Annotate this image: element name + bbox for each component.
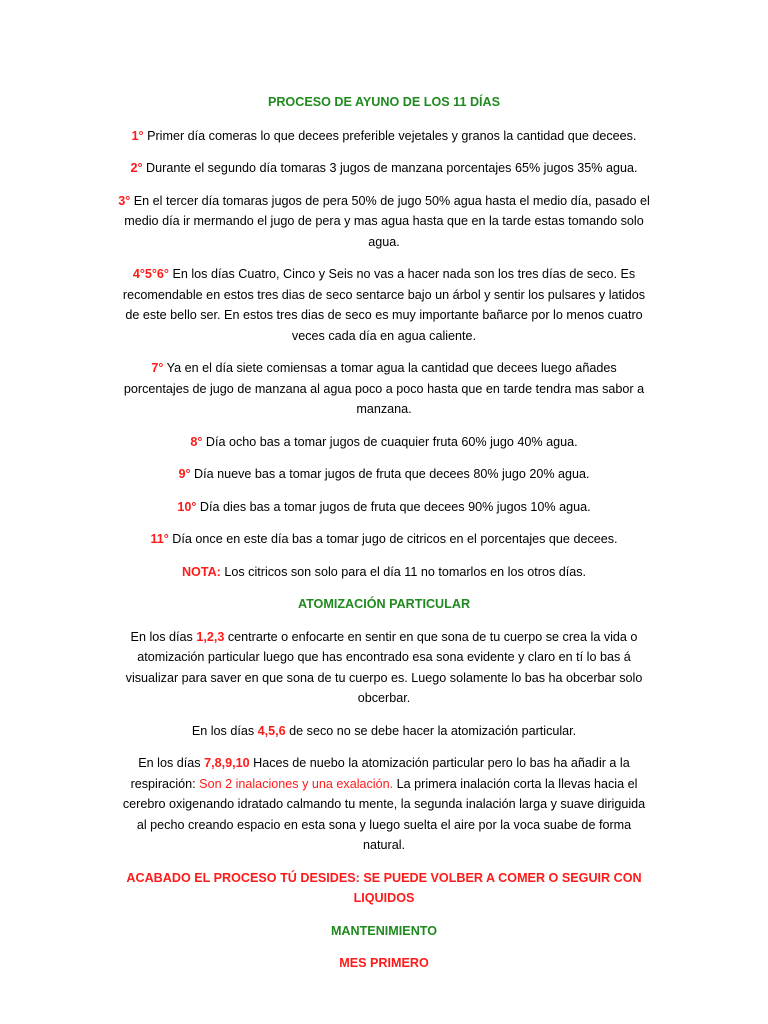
day-text: Día ocho bas a tomar jugos de cuaquier fruta 60% jugo 40% agua. (202, 434, 578, 449)
day-number: 9° (178, 467, 191, 481)
day-text: Primer día comeras lo que decees preferible vejetales y granos la cantidad que decees. (143, 128, 637, 143)
days-highlight: 1,2,3 (196, 629, 225, 644)
day-11-paragraph (118, 529, 650, 550)
day-text: Durante el segundo día tomaras 3 jugos de manzana porcentajes 65% jugos 35% agua. (142, 161, 638, 175)
paragraph-prefix: En los días (130, 629, 197, 644)
atomizacion-paragraph-2 (118, 721, 650, 742)
final-note: ACABADO EL PROCESO TÚ DESIDES: SE PUEDE VOLBER A COMER O SEGUIR CON LIQUIDOS (126, 870, 642, 905)
day-number: 1° (131, 128, 144, 143)
nota-text: Los citricos son solo para el día 11 no tomarlos en los otros días. (220, 564, 587, 579)
atomizacion-paragraph-3 (118, 753, 650, 856)
section-heading-mes-primero: MES PRIMERO (339, 956, 429, 970)
document-title: PROCESO DE AYUNO DE LOS 11 DÍAS (267, 95, 501, 109)
paragraph-prefix: En los días (138, 756, 205, 770)
section-heading-mantenimiento: MANTENIMIENTO (330, 923, 438, 938)
paragraph-prefix: En los días (191, 723, 258, 738)
day-3-paragraph (118, 191, 650, 253)
day-text: Día dies bas a tomar jugos de fruta que decees 90% jugos 10% agua. (196, 499, 591, 514)
day-number: 11° (150, 532, 169, 546)
nota-label: NOTA: (181, 564, 221, 579)
day-8-paragraph (118, 432, 650, 453)
paragraph-text: centrarte o enfocarte en sentir en que sona de tu cuerpo se crea la vida o atomización particular luego que has encontrado esa sona evidente y claro en tí lo bas á visualizar para saver en que sona de tu cuerpo es. Luego solamente lo bas ha obcerbar solo obcerbar. (125, 629, 643, 705)
day-number: 2° (130, 161, 143, 175)
breathing-highlight: Son 2 inalaciones y una exalación. (199, 776, 394, 791)
nota-paragraph (118, 562, 650, 583)
day-9-paragraph (118, 464, 650, 485)
day-text: En los días Cuatro, Cinco y Seis no vas a hacer nada son los tres días de seco. Es recomendable en estos tres dias de seco sentarce bajo un árbol y sentir los pulsares y latidos de este bello ser. En estos tres dias de seco es muy importante bañarce por lo menos cuatro veces cada día en agua caliente. (122, 267, 646, 343)
atomizacion-paragraph-1 (118, 627, 650, 709)
day-1-paragraph (118, 126, 650, 147)
days-highlight: 7,8,9,10 (204, 756, 250, 770)
paragraph-text: de seco no se debe hacer la atomización particular. (285, 723, 577, 738)
days-4-5-6-paragraph (118, 264, 650, 346)
section-heading-atomizacion: ATOMIZACIÓN PARTICULAR (297, 597, 471, 611)
day-number: 7° (151, 361, 164, 375)
day-number: 4°5°6° (132, 267, 169, 281)
day-10-paragraph (118, 497, 650, 518)
day-number: 10° (177, 499, 197, 514)
day-text: Día nueve bas a tomar jugos de fruta que decees 80% jugo 20% agua. (190, 467, 590, 481)
day-2-paragraph (118, 158, 650, 179)
day-text: En el tercer día tomaras jugos de pera 50% de jugo 50% agua hasta el medio día, pasado el medio día ir mermando el jugo de pera y mas agua hasta que en la tarde estas tomando solo agua. (124, 193, 650, 249)
day-7-paragraph (118, 358, 650, 420)
paragraph-mid: Haces de nuebo la atomización particular pero lo bas ha añadir a la respiración: (130, 756, 630, 791)
day-number: 3° (118, 193, 131, 208)
day-text: Ya en el día siete comiensas a tomar agua la cantidad que decees luego añades porcentajes de jugo de manzana al agua poco a poco hasta que en tarde tendra mas sabor a manzana. (123, 361, 645, 416)
day-text: Día once en este día bas a tomar jugo de citricos en el porcentajes que decees. (168, 532, 618, 546)
day-number: 8° (190, 434, 203, 449)
paragraph-text: La primera inalación corta la llevas hacia el cerebro oxigenando idratado calmando tu mente, la segunda inalación larga y suave diriguida al pecho creando espacio en esta sona y luego suelta el aire por la voca suabe de forma natural. (122, 776, 646, 852)
days-highlight: 4,5,6 (257, 723, 286, 738)
